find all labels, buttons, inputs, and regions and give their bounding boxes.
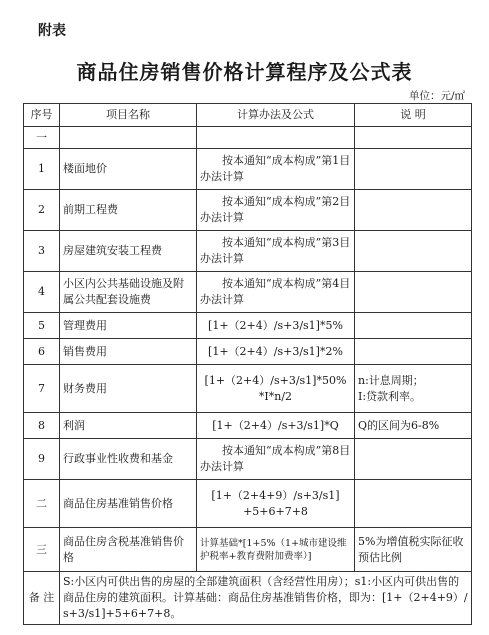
row-formula: [1+（2+4+9）/s+3/s1] +5+6+7+8 [197,480,355,528]
row-number: 一 [24,127,60,149]
remarks-row [24,572,472,625]
row-number: 7 [24,365,60,413]
row-note [355,272,472,313]
row-number: 3 [24,231,60,272]
header-cell: 序号 [24,104,60,127]
row-note [355,149,472,190]
row-number: 4 [24,272,60,313]
appendix-label: 附表 [38,23,66,39]
table-row [24,313,472,339]
table-row [24,339,472,365]
remarks-label: 备 注 [24,572,60,625]
row-number: 8 [24,413,60,439]
row-note [355,231,472,272]
price-formula-table [23,103,472,625]
row-formula: 按本通知“成本构成”第3目办法计算 [197,231,355,272]
row-item-name: 楼面地价 [60,149,197,190]
row-note: n:计息周期； I:贷款利率。 [355,365,472,413]
row-number: 三 [24,528,60,572]
row-note [355,480,472,528]
row-item-name [60,127,197,149]
row-formula: 计算基础*[1+5%（1+城市建设维护税率+教育费附加费率）] [197,528,355,572]
row-number: 9 [24,439,60,480]
page-title: 商品住房销售价格计算程序及公式表 [76,60,413,84]
header-cell: 说 明 [355,104,472,127]
row-item-name: 小区内公共基础设施及附属公共配套设施费 [60,272,197,313]
row-formula [197,127,355,149]
table-row [24,272,472,313]
row-note [355,439,472,480]
row-formula: 按本通知“成本构成”第2目办法计算 [197,190,355,231]
table-row [24,127,472,149]
row-formula: 按本通知“成本构成”第1目办法计算 [197,149,355,190]
row-note: 5%为增值税实际征收预估比例 [355,528,472,572]
row-item-name: 房屋建筑安装工程费 [60,231,197,272]
table-row [24,413,472,439]
row-item-name: 前期工程费 [60,190,197,231]
row-formula: [1+（2+4）/s+3/s1]*2% [197,339,355,365]
header-cell: 计算办法及公式 [197,104,355,127]
header-cell: 项目名称 [60,104,197,127]
row-item-name: 管理费用 [60,313,197,339]
row-item-name: 商品住房基准销售价格 [60,480,197,528]
row-note [355,127,472,149]
row-formula: 按本通知“成本构成”第8目办法计算 [197,439,355,480]
row-note: Q的区间为6-8% [355,413,472,439]
row-item-name: 利润 [60,413,197,439]
row-number: 5 [24,313,60,339]
row-number: 1 [24,149,60,190]
table-row [24,365,472,413]
row-item-name: 行政事业性收费和基金 [60,439,197,480]
remarks-text: S:小区内可供出售的房屋的全部建筑面积（含经营性用房）；s1:小区内可供出售的商品住房的建筑面积。计算基础：商品住房基准销售价格，即为：[1+（2+4+9）/s+3/s1]+5+6+7+8。 [60,572,472,625]
row-item-name: 销售费用 [60,339,197,365]
row-note [355,339,472,365]
table-row [24,528,472,572]
row-note [355,313,472,339]
row-formula: [1+（2+4）/s+3/s1]*50% *I*n/2 [197,365,355,413]
table-row [24,149,472,190]
row-formula: [1+（2+4）/s+3/s1]*Q [197,413,355,439]
row-item-name: 财务费用 [60,365,197,413]
row-number: 2 [24,190,60,231]
row-item-name: 商品住房含税基准销售价格 [60,528,197,572]
table-row [24,231,472,272]
row-number: 二 [24,480,60,528]
unit-label: 单位：元/㎡ [408,90,465,102]
row-number: 6 [24,339,60,365]
row-formula: [1+（2+4）/s+3/s1]*5% [197,313,355,339]
row-note [355,190,472,231]
table-row [24,190,472,231]
table-header-row [24,104,472,127]
table-row [24,439,472,480]
row-formula: 按本通知“成本构成”第4目办法计算 [197,272,355,313]
table-row [24,480,472,528]
